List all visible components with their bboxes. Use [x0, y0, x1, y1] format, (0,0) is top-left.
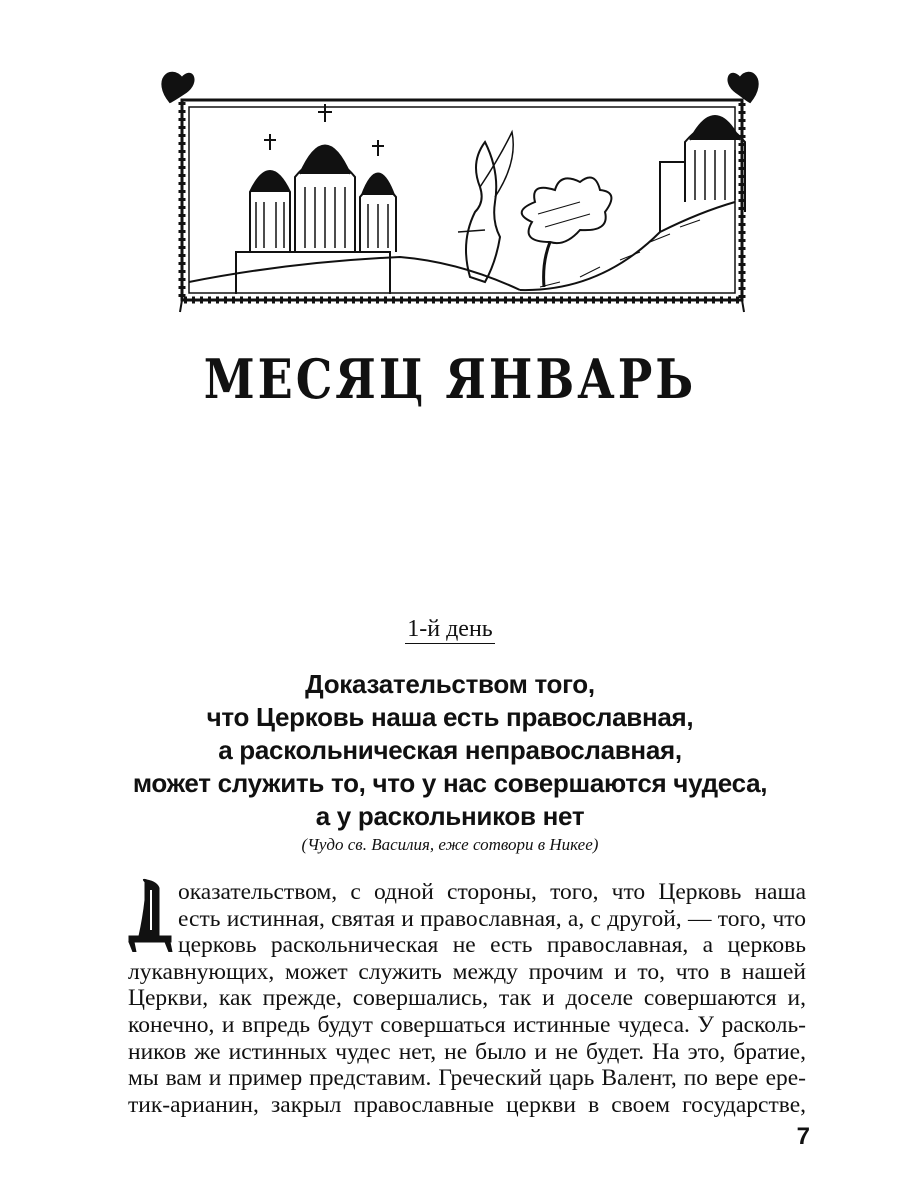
body-line: конечно, и впредь будут совершаться истинные чудеса. У расколь-: [128, 1011, 806, 1038]
source-note: (Чудо св. Василия, еже сотвори в Никее): [301, 835, 599, 854]
section-heading: [120, 668, 780, 833]
body-line: тик-арианин, закрыл православные церкви в своем государстве,: [128, 1091, 806, 1118]
body-line: Церкви, как прежде, совершались, так и доселе совершаются и,: [128, 985, 806, 1012]
page-number: 7: [796, 1123, 810, 1150]
heading-line: а раскольническая неправославная,: [218, 735, 682, 765]
day-label: [0, 616, 900, 643]
body-line: церковь раскольническая не есть православная, а церковь: [178, 932, 806, 959]
heading-line: может служить то, что у нас совершаются чудеса,: [132, 768, 768, 798]
body-line: оказательством, с одной стороны, того, что Церковь наша: [178, 879, 806, 905]
body-line: мы вам и пример представим. Греческий царь Валент, по вере ере-: [128, 1065, 806, 1092]
month-title: МЕСЯЦ ЯНВАРЬ: [203, 347, 697, 411]
heading-line: а у раскольников нет: [315, 801, 585, 831]
body-line: ников же истинных чудес нет, не было и не будет. На это, братие,: [128, 1038, 806, 1065]
body-text: [128, 879, 806, 1118]
body-line: лукавнующих, может служить между прочим и то, что в нашей: [128, 958, 806, 985]
headpiece-illustration: [140, 62, 760, 324]
body-line: есть истинная, святая и православная, а, с другой, — того, что: [178, 905, 806, 932]
heading-line: Доказательством того,: [305, 669, 595, 699]
day-label-text: 1-й день: [407, 616, 493, 642]
heading-line: что Церковь наша есть православная,: [206, 702, 694, 732]
